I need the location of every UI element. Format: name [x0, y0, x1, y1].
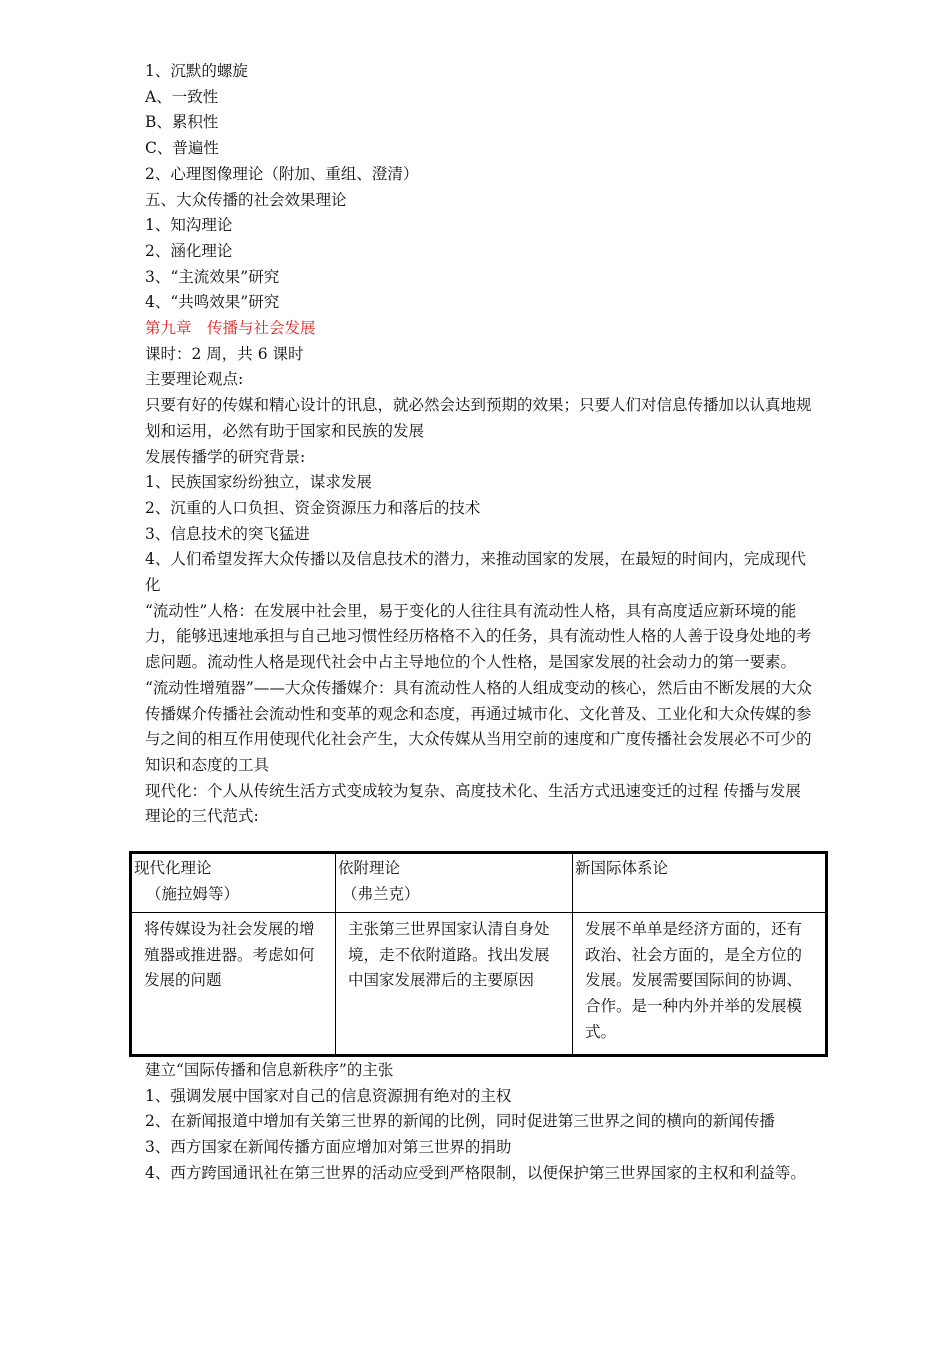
nwico-item: 4、西方跨国通讯社在第三世界的活动应受到严格限制，以便保护第三世界国家的主权和利益等。	[145, 1163, 806, 1182]
nwico-item: 3、西方国家在新闻传播方面应增加对第三世界的捐助	[145, 1138, 512, 1157]
paragraph-modernization: 现代化：个人从传统生活方式变成较为复杂、高度技术化、生活方式迅速变迁的过程 传播与发展理论的三代范式:	[145, 781, 801, 826]
header-title: 新国际体系论	[575, 859, 669, 877]
background-title: 发展传播学的研究背景:	[145, 447, 306, 466]
header-title: 现代化理论	[134, 859, 212, 877]
header-title: 依附理论	[338, 859, 401, 877]
background-item: 3、信息技术的突飞猛进	[145, 524, 310, 543]
table-header-cell	[573, 853, 827, 913]
chapter-title: 第九章 传播与社会发展	[145, 319, 316, 338]
text-line: 1、知沟理论	[145, 216, 233, 235]
table-header-cell	[131, 853, 336, 913]
text-line: 2、涵化理论	[145, 241, 233, 260]
text-line: 4、“共鸣效果”研究	[145, 293, 280, 312]
table-header-cell	[336, 853, 573, 913]
background-item: 1、民族国家纷纷独立，谋求发展	[145, 473, 372, 492]
nwico-title: 建立“国际传播和信息新秩序”的主张	[145, 1061, 394, 1079]
header-subtitle: （施拉姆等）	[146, 884, 240, 903]
table-cell: 将传媒设为社会发展的增殖器或推进器。考虑如何发展的问题	[131, 913, 336, 1056]
section-heading: 五、大众传播的社会效果理论	[145, 190, 347, 209]
nwico-section	[145, 1058, 815, 1187]
text-line: 2、心理图像理论（附加、重组、澄清）	[145, 164, 419, 183]
text-line: 3、“主流效果”研究	[145, 267, 280, 286]
paradigm-table	[129, 851, 825, 1057]
text-line: 课时：2 周，共 6 课时	[145, 344, 304, 363]
paragraph-mobility: “流动性”人格：在发展中社会里，易于变化的人往往具有流动性人格，具有高度适应新环境的能力，能够迅速地承担与自己地习惯性经历格格不入的任务，具有流动性人格的人善于设身处地的考虑问题。流动性人格是现代社会中占主导地位的个人性格，是国家发展的社会动力的第一要素。	[145, 601, 812, 672]
nwico-item: 1、强调发展中国家对自己的信息资源拥有绝对的主权	[145, 1086, 512, 1105]
main-text	[145, 59, 815, 830]
text-line: C、普遍性	[145, 139, 219, 158]
text-line: B、累积性	[145, 113, 219, 132]
text-line: A、一致性	[145, 87, 219, 106]
table-header-row	[131, 853, 827, 913]
table-row	[131, 913, 827, 1056]
text-line: 主要理论观点:	[145, 370, 244, 389]
text-line: 1、沉默的螺旋	[145, 62, 248, 80]
paragraph-multiplier: “流动性增殖器”——大众传播媒介：具有流动性人格的人组成变动的核心，然后由不断发展的大众传播媒介传播社会流动性和变革的观念和态度，再通过城市化、文化普及、工业化和大众传媒的参与之间的相互作用使现代化社会产生，大众传媒从当用空前的速度和广度传播社会发展必不可少的知识和态度的工具	[145, 678, 812, 774]
header-subtitle: （弗兰克）	[342, 884, 420, 903]
table-cell: 发展不单单是经济方面的，还有政治、社会方面的，是全方位的发展。发展需要国际间的协调、合作。是一种内外并举的发展模式。	[573, 913, 827, 1056]
background-item: 4、人们希望发挥大众传播以及信息技术的潜力，来推动国家的发展，在最短的时间内，完成现代化	[145, 550, 806, 595]
nwico-item: 2、在新闻报道中增加有关第三世界的新闻的比例，同时促进第三世界之间的横向的新闻传播	[145, 1112, 775, 1131]
background-item: 2、沉重的人口负担、资金资源压力和落后的技术	[145, 498, 481, 517]
table-cell: 主张第三世界国家认清自身处境，走不依附道路。找出发展中国家发展滞后的主要原因	[336, 913, 573, 1056]
paragraph-main-view: 只要有好的传媒和精心设计的讯息，就必然会达到预期的效果；只要人们对信息传播加以认真地规划和运用，必然有助于国家和民族的发展	[145, 396, 812, 440]
